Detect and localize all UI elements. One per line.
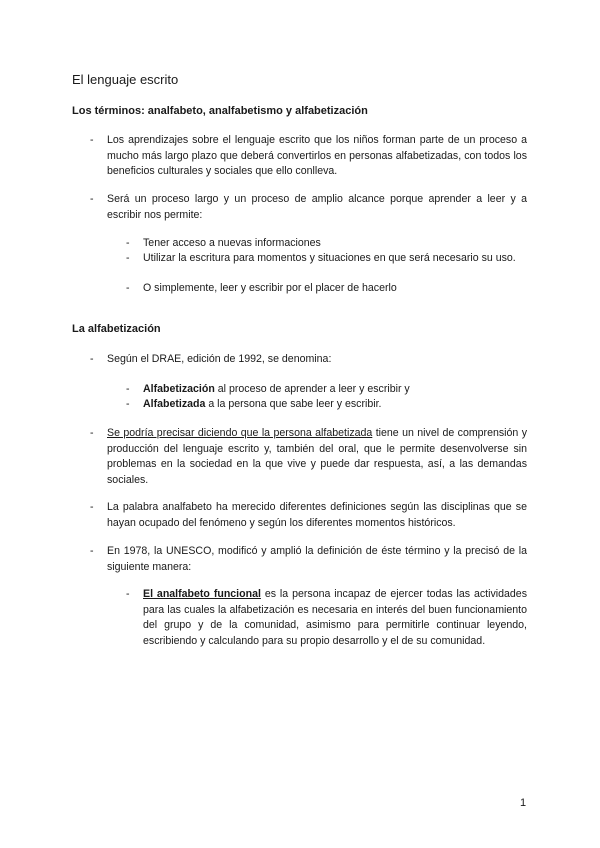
list-item-persona-alfabetizada [90, 426, 528, 488]
definition-term: Alfabetizada [143, 398, 206, 410]
sub-item-placer [126, 281, 527, 297]
bullet-dash: - [126, 383, 130, 395]
sub-item-acceso [126, 236, 527, 252]
page-number: 1 [520, 797, 527, 809]
section-heading-alfabetizacion: La alfabetización [72, 323, 161, 335]
bullet-dash: - [126, 398, 130, 410]
list-item-unesco [90, 544, 527, 575]
definition-alfabetizacion [126, 382, 527, 398]
bullet-dash: - [126, 282, 130, 294]
bullet-dash: - [90, 545, 94, 557]
sub-item-escritura [126, 251, 527, 267]
bullet-dash: - [126, 588, 130, 600]
bullet-dash: - [126, 252, 130, 264]
list-item-aprendizajes [90, 133, 527, 180]
definition-text: a la persona que sabe leer y escribir. [205, 398, 382, 410]
bullet-dash: - [126, 237, 130, 249]
list-item-text: En 1978, la UNESCO, modificó y amplió la definición de éste término y la precisó de la siguiente manera: [107, 545, 527, 573]
definition-term: El analfabeto funcional [143, 588, 261, 600]
definition-alfabetizada [126, 397, 527, 413]
definition-term: Alfabetización [143, 383, 215, 395]
sub-item-text: Utilizar la escritura para momentos y situaciones en que será necesario su uso. [143, 252, 516, 264]
definition-text: al proceso de aprender a leer y escribir y [214, 383, 410, 395]
sub-item-text: Tener acceso a nuevas informaciones [143, 237, 321, 249]
bullet-dash: - [90, 353, 94, 365]
document-title: El lenguaje escrito [72, 72, 179, 87]
definition-analfabeto-funcional [126, 587, 527, 649]
underlined-phrase: Se podría precisar diciendo que la persona alfabetizada [107, 427, 373, 439]
list-item-proceso-largo [90, 192, 527, 223]
list-item-text: Según el DRAE, edición de 1992, se denomina: [107, 353, 332, 365]
list-item-text: La palabra analfabeto ha merecido diferentes definiciones según las disciplinas que se hayan ocupado del fenómeno y según los diferentes momentos históricos. [107, 501, 527, 529]
definition-text: es la persona incapaz de ejercer todas las actividades para las cuales la alfabetización es necesaria en interés del buen funcionamiento del grupo y de la comunidad, asimismo para permitirle continuar leyendo, escribiendo y calculando para su propio desarrollo y el de su comunidad. [143, 588, 527, 647]
list-item-text: Los aprendizajes sobre el lenguaje escrito que los niños forman parte de un proceso a mucho más largo plazo que deberá convertirlos en personas alfabetizadas, con todos los beneficios culturales y sociales que ello conlleva. [107, 134, 527, 178]
list-item-text: tiene un nivel de comprensión y producción del lenguaje escrito y, también del oral, que le permite desenvolverse sin problemas en la sociedad en la que vive y puede dar respuesta, así, a las demandas sociales. [107, 427, 528, 486]
bullet-dash: - [90, 193, 94, 205]
section-heading-terminos: Los términos: analfabeto, analfabetismo y alfabetización [72, 105, 368, 117]
list-item-palabra-analfabeto [90, 500, 527, 531]
bullet-dash: - [90, 501, 94, 513]
list-item-drae [90, 352, 527, 368]
bullet-dash: - [90, 427, 94, 439]
list-item-text: Será un proceso largo y un proceso de amplio alcance porque aprender a leer y a escribir nos permite: [107, 193, 527, 221]
sub-item-text: O simplemente, leer y escribir por el placer de hacerlo [143, 282, 397, 294]
bullet-dash: - [90, 134, 94, 146]
